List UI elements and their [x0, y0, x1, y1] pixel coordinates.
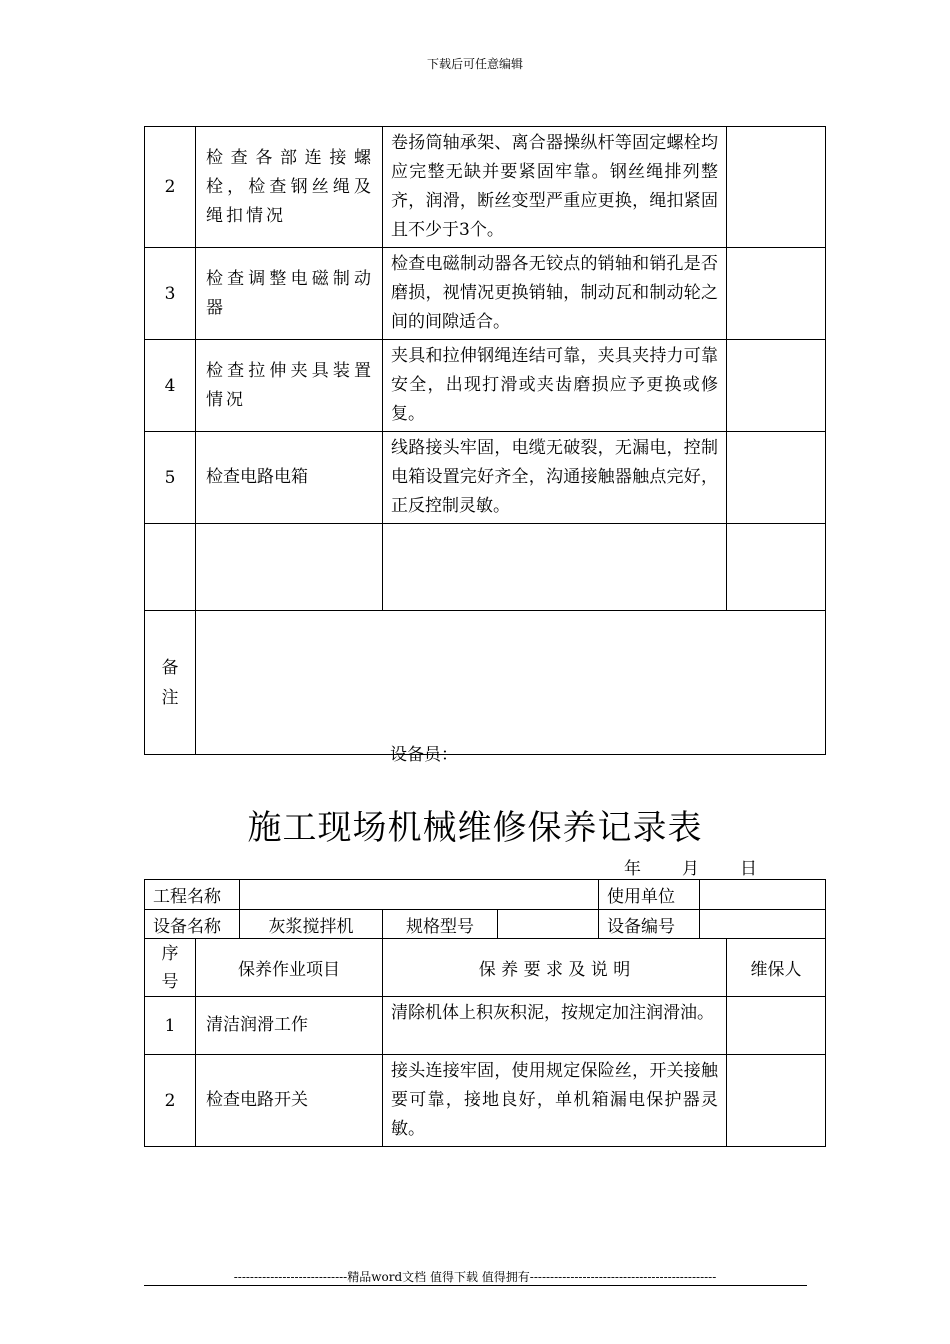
row-person[interactable] [727, 248, 826, 340]
project-name-label: 工程名称 [145, 880, 240, 910]
table-row-empty [145, 524, 826, 611]
date-month: 月 [682, 859, 699, 879]
column-header-row [145, 939, 826, 997]
row-person[interactable] [727, 997, 826, 1055]
row-description: 夹具和拉伸钢绳连结可靠，夹具夹持力可靠安全，出现打滑或夹齿磨损应予更换或修复。 [383, 340, 727, 432]
row-number: 4 [145, 340, 196, 432]
row-number: 2 [145, 127, 196, 248]
project-name-field[interactable] [240, 880, 599, 910]
date-day: 日 [740, 859, 757, 879]
row-person[interactable] [727, 340, 826, 432]
project-row [145, 880, 826, 910]
row-description: 卷扬筒轴承架、离合器操纵杆等固定螺栓均应完整无缺并要紧固牢靠。钢丝绳排列整齐，润滑，断丝变型严重应更换，绳扣紧固且不少于3个。 [383, 127, 727, 248]
maintenance-table-continued [144, 126, 826, 755]
remark-label-top: 备 [161, 657, 179, 678]
row-description: 清除机体上积灰积泥，按规定加注润滑油。 [383, 997, 727, 1055]
equipment-row [145, 910, 826, 939]
col-person-header: 维保人 [727, 939, 826, 997]
user-unit-label: 使用单位 [599, 880, 700, 910]
row-person[interactable] [727, 127, 826, 248]
spec-field[interactable] [498, 910, 599, 939]
page-title: 施工现场机械维修保养记录表 [247, 808, 703, 848]
col-seq-header: 序 号 [145, 939, 196, 997]
equipment-no-label: 设备编号 [599, 910, 700, 939]
row-description: 接头连接牢固，使用规定保险丝，开关接触要可靠，接地良好，单机箱漏电保护器灵敏。 [383, 1055, 727, 1147]
row-item: 检查各部连接螺栓，检查钢丝绳及绳扣情况 [196, 127, 383, 248]
row-person[interactable] [727, 1055, 826, 1147]
row-item: 检查电路开关 [196, 1055, 383, 1147]
row-item: 检查电路电箱 [196, 432, 383, 524]
maintenance-record-table [144, 879, 826, 1147]
row-item: 检查拉伸夹具装置情况 [196, 340, 383, 432]
table-row [145, 432, 826, 524]
table-row [145, 127, 826, 248]
table-row [145, 248, 826, 340]
remark-label-bottom: 注 [161, 687, 179, 708]
equipment-name-label: 设备名称 [145, 910, 240, 939]
table-row [145, 997, 826, 1055]
row-description: 检查电磁制动器各无铰点的销轴和销孔是否磨损，视情况更换销轴，制动瓦和制动轮之间的间隙适合。 [383, 248, 727, 340]
row-description: 线路接头牢固，电缆无破裂，无漏电，控制电箱设置完好齐全，沟通接触器触点完好，正反控制灵敏。 [383, 432, 727, 524]
equipment-name-field[interactable]: 灰浆搅拌机 [240, 910, 383, 939]
equipment-staff-label: 设备员： [390, 745, 458, 765]
footer-text: ----------------------------精品word文档 值得下载 值得拥有---------------------------------------------- [233, 1270, 717, 1284]
col-item-header: 保养作业项目 [196, 939, 383, 997]
row-number: 5 [145, 432, 196, 524]
row-number: 3 [145, 248, 196, 340]
row-person[interactable] [727, 432, 826, 524]
remark-field[interactable] [196, 611, 826, 755]
user-unit-field[interactable] [700, 880, 826, 910]
date-year: 年 [624, 859, 641, 879]
table-row [145, 1055, 826, 1147]
header-note: 下载后可任意编辑 [426, 57, 523, 71]
col-desc-header: 保 养 要 求 及 说 明 [383, 939, 727, 997]
row-number: 2 [145, 1055, 196, 1147]
row-number: 1 [145, 997, 196, 1055]
footer-divider [144, 1285, 807, 1286]
equipment-no-field[interactable] [700, 910, 826, 939]
spec-label: 规格型号 [383, 910, 498, 939]
row-item: 清洁润滑工作 [196, 997, 383, 1055]
remark-row [145, 611, 826, 755]
row-item: 检查调整电磁制动器 [196, 248, 383, 340]
table-row [145, 340, 826, 432]
remark-label [145, 611, 196, 755]
